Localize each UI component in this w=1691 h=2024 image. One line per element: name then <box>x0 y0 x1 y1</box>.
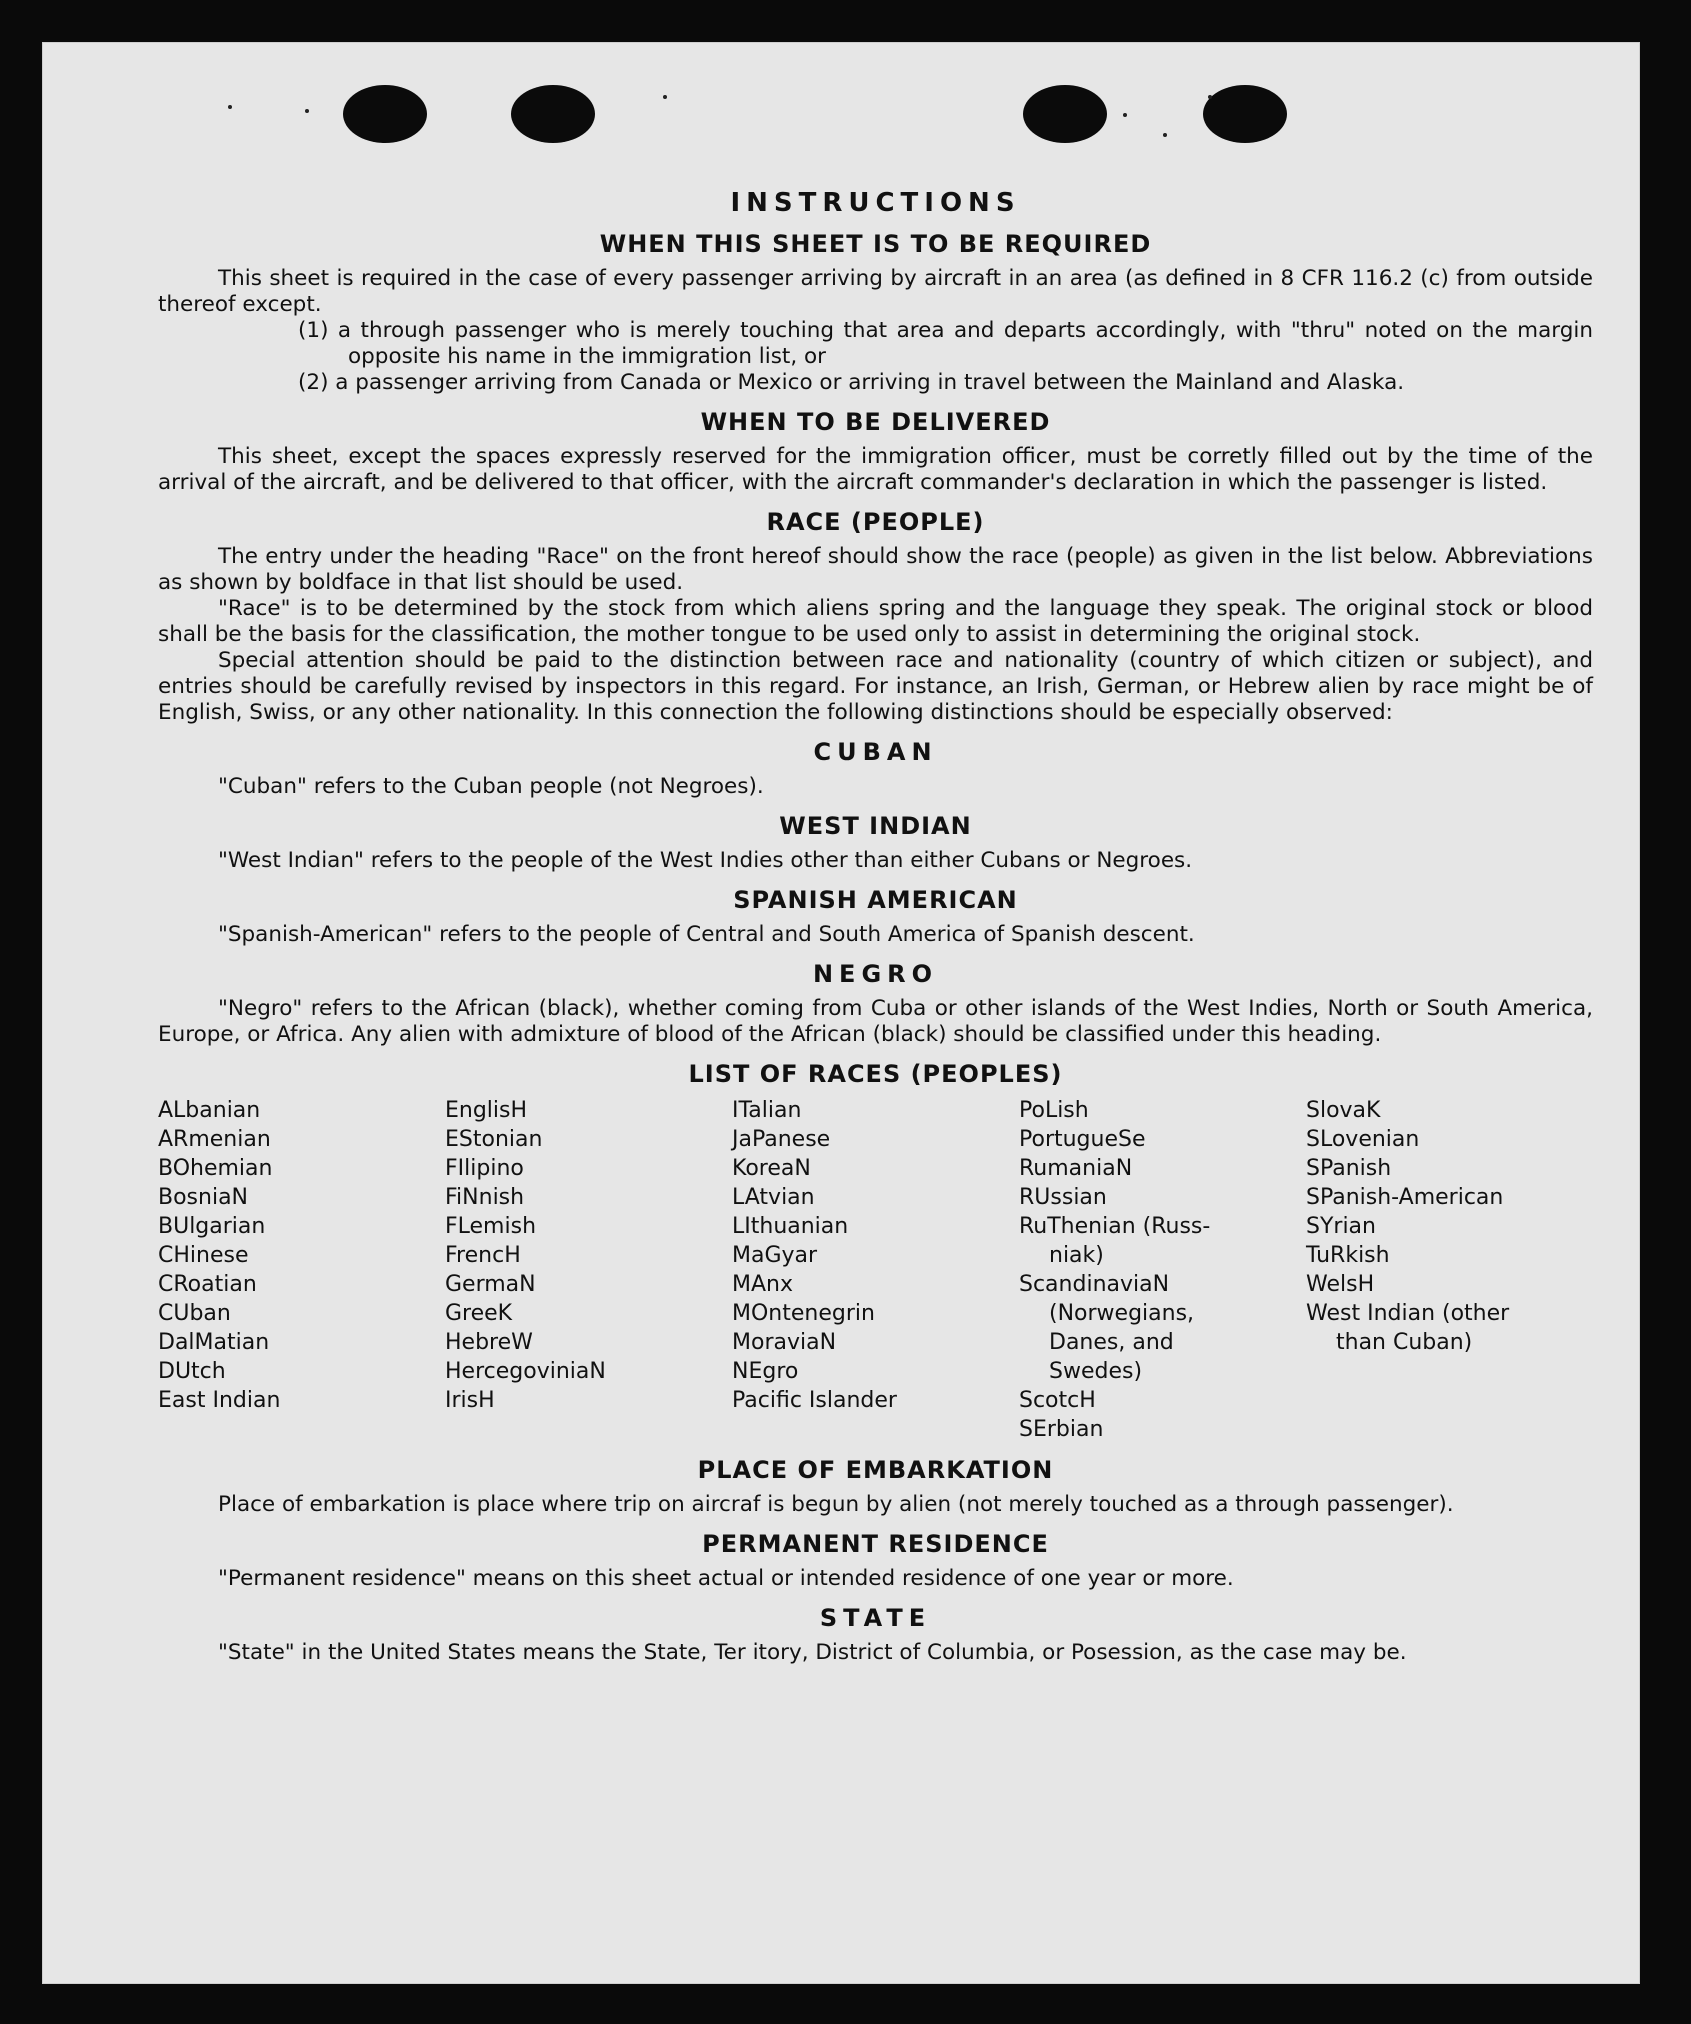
permanent-residence-text: "Permanent residence" means on this sheet actual or intended residence of one year or more. <box>218 1566 1234 1591</box>
embarkation-text: Place of embarkation is place where trip on aircraf is begun by alien (not merely touched as a through passenger). <box>218 1492 1454 1517</box>
speck <box>228 105 232 109</box>
races-column-4 <box>1019 1096 1306 1444</box>
race-entry: RumaniaN <box>1019 1156 1133 1181</box>
race-entry: ITalian <box>732 1098 802 1123</box>
races-column-2 <box>445 1096 732 1444</box>
punch-hole <box>1203 85 1287 143</box>
race-entry: PortugueSe <box>1019 1127 1146 1152</box>
when-required-item-2: (2) a passenger arriving from Canada or Mexico or arriving in travel between the Mainland and Alaska. <box>298 370 1405 395</box>
race-entry: BosniaN <box>158 1185 249 1210</box>
spanish-american-text: "Spanish-American" refers to the people of Central and South America of Spanish descent. <box>218 922 1195 947</box>
race-entry: MaGyar <box>732 1243 818 1268</box>
race-entry: GermaN <box>445 1272 536 1297</box>
race-entry: FrencH <box>445 1243 521 1268</box>
race-entry: GreeK <box>445 1301 513 1326</box>
page-title: INSTRUCTIONS <box>730 188 1021 218</box>
race-entry: HebreW <box>445 1330 533 1355</box>
race-entry: RUssian <box>1019 1185 1107 1210</box>
race-entry: West Indian (other <box>1306 1301 1510 1326</box>
race-entry: MoraviaN <box>732 1330 837 1355</box>
race-entry: IrisH <box>445 1388 495 1413</box>
punch-hole <box>1023 85 1107 143</box>
heading-permanent-residence: PERMANENT RESIDENCE <box>702 1530 1049 1558</box>
race-entry: DUtch <box>158 1359 226 1384</box>
race-entry: SPanish <box>1306 1156 1392 1181</box>
negro-text: "Negro" refers to the African (black), whether coming from Cuba or other islands of the West Indies, North or South America, Europe, or Africa. Any alien with admixture of blood of the African (black) should be classified under this heading. <box>158 996 1593 1047</box>
heading-west-indian: WEST INDIAN <box>779 812 972 840</box>
race-entry: ScandinaviaN <box>1019 1272 1170 1297</box>
race-entry: than Cuban) <box>1336 1330 1473 1355</box>
speck <box>663 95 667 99</box>
race-entry: SLovenian <box>1306 1127 1420 1152</box>
heading-when-required: WHEN THIS SHEET IS TO BE REQUIRED <box>599 230 1152 258</box>
speck <box>1208 95 1212 99</box>
race-entry: NEgro <box>732 1359 799 1384</box>
heading-cuban: CUBAN <box>813 738 938 766</box>
race-entry: HercegoviniaN <box>445 1359 606 1384</box>
race-entry: LAtvian <box>732 1185 815 1210</box>
instructions-body <box>158 188 1593 1666</box>
when-required-item-1: (1) a through passenger who is merely touching that area and departs accordingly, with "thru" noted on the margin opposite his name in the immigration list, or <box>298 318 1593 369</box>
race-entry: CRoatian <box>158 1272 257 1297</box>
race-entry: DalMatian <box>158 1330 270 1355</box>
speck <box>1163 133 1167 137</box>
race-entry: Swedes) <box>1049 1359 1143 1384</box>
race-entry: WelsH <box>1306 1272 1375 1297</box>
race-entry: ScotcH <box>1019 1388 1096 1413</box>
race-paragraph-1: The entry under the heading "Race" on the front hereof should show the race (people) as given in the list below. Abbreviations as shown by boldface in that list should be used. <box>158 544 1593 595</box>
document-page <box>42 42 1640 1984</box>
cuban-text: "Cuban" refers to the Cuban people (not Negroes). <box>218 774 764 799</box>
race-entry: SlovaK <box>1306 1098 1381 1123</box>
heading-race: RACE (PEOPLE) <box>766 508 985 536</box>
race-entry: Danes, and <box>1049 1330 1174 1355</box>
race-entry: MAnx <box>732 1272 793 1297</box>
race-paragraph-2: "Race" is to be determined by the stock from which aliens spring and the language they speak. The original stock or blood shall be the basis for the classification, the mother tongue to be used only to assist in determining the original stock. <box>158 596 1593 647</box>
race-entry: (Norwegians, <box>1049 1301 1195 1326</box>
state-text: "State" in the United States means the State, Ter itory, District of Columbia, or Posession, as the case may be. <box>218 1640 1407 1665</box>
heading-when-delivered: WHEN TO BE DELIVERED <box>700 408 1051 436</box>
races-column-3 <box>732 1096 1019 1444</box>
race-paragraph-3: Special attention should be paid to the distinction between race and nationality (country of which citizen or subject), and entries should be carefully revised by inspectors in this regard. For instance, an Irish, German, or Hebrew alien by race might be of English, Swiss, or any other nationality. In this connection the following distinctions should be especially observed: <box>158 648 1593 725</box>
heading-embarkation: PLACE OF EMBARKATION <box>697 1456 1054 1484</box>
speck <box>305 109 309 113</box>
race-entry: CUban <box>158 1301 231 1326</box>
race-entry: ARmenian <box>158 1127 271 1152</box>
race-entry: CHinese <box>158 1243 249 1268</box>
punch-hole <box>511 85 595 143</box>
race-entry: niak) <box>1049 1243 1104 1268</box>
race-entry: MOntenegrin <box>732 1301 875 1326</box>
race-entry: FLemish <box>445 1214 537 1239</box>
heading-spanish-american: SPANISH AMERICAN <box>733 886 1018 914</box>
race-entry: RuThenian (Russ- <box>1019 1214 1211 1239</box>
race-entry: SPanish-American <box>1306 1185 1504 1210</box>
punch-hole <box>343 85 427 143</box>
race-entry: EStonian <box>445 1127 543 1152</box>
race-entry: Pacific Islander <box>732 1388 897 1413</box>
heading-state: STATE <box>819 1604 932 1632</box>
heading-list-of-races: LIST OF RACES (PEOPLES) <box>688 1060 1063 1088</box>
race-entry: East Indian <box>158 1388 281 1413</box>
race-entry: LIthuanian <box>732 1214 849 1239</box>
west-indian-text: "West Indian" refers to the people of the West Indies other than either Cubans or Negroes. <box>218 848 1193 873</box>
race-entry: BOhemian <box>158 1156 273 1181</box>
races-list <box>158 1096 1593 1444</box>
race-entry: ALbanian <box>158 1098 261 1123</box>
speck <box>1123 113 1127 117</box>
race-entry: FIlipino <box>445 1156 524 1181</box>
heading-negro: NEGRO <box>812 960 939 988</box>
race-entry: JaPanese <box>732 1127 831 1152</box>
race-entry: SYrian <box>1306 1214 1376 1239</box>
race-entry: KoreaN <box>732 1156 811 1181</box>
when-delivered-text: This sheet, except the spaces expressly reserved for the immigration officer, must be corretly filled out by the time of the arrival of the aircraft, and be delivered to that officer, with the aircraft commander's declaration in which the passenger is listed. <box>158 444 1593 495</box>
race-entry: BUlgarian <box>158 1214 266 1239</box>
when-required-intro: This sheet is required in the case of every passenger arriving by aircraft in an area (as defined in 8 CFR 116.2 (c) from outside thereof except. <box>158 266 1593 317</box>
races-column-1 <box>158 1096 445 1444</box>
races-column-5 <box>1306 1096 1593 1444</box>
race-entry: EnglisH <box>445 1098 528 1123</box>
race-entry: TuRkish <box>1306 1243 1390 1268</box>
race-entry: FiNnish <box>445 1185 525 1210</box>
race-entry: SErbian <box>1019 1417 1104 1442</box>
race-entry: PoLish <box>1019 1098 1089 1123</box>
